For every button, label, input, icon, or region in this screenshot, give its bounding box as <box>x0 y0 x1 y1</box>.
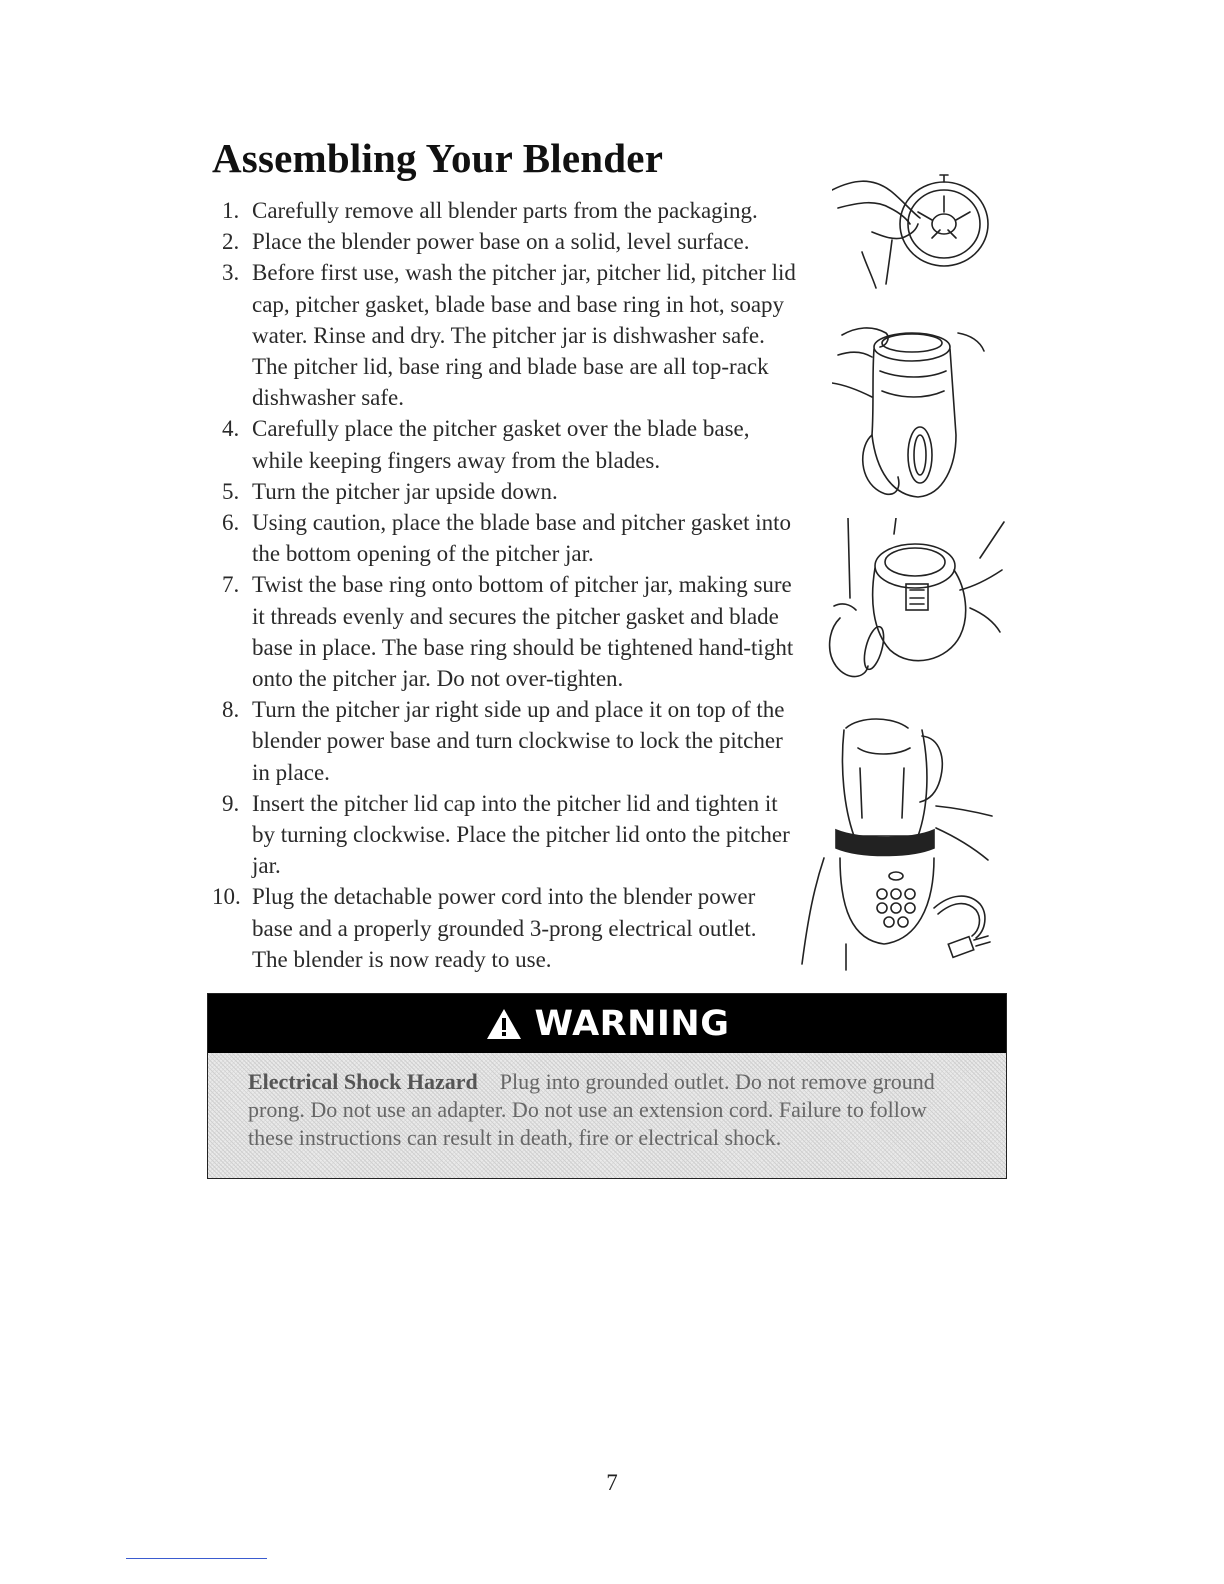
step-item <box>222 788 797 882</box>
warning-heading: WARNING <box>534 1003 730 1044</box>
page-title: Assembling Your Blender <box>212 135 664 181</box>
step-number: 2. <box>222 229 240 255</box>
step-number: 8. <box>222 697 240 723</box>
step-text: Plug the detachable power cord into the blender power base and a properly grounded 3-prong electrical outlet. The blender is now ready to use. <box>252 884 757 972</box>
warning-header <box>208 994 1006 1053</box>
step-number: 5. <box>222 478 240 504</box>
blender-assembled-illustration <box>800 708 995 973</box>
warning-hazard: Electrical Shock Hazard <box>248 1069 478 1094</box>
step-text: Before first use, wash the pitcher jar, pitcher lid, pitcher lid cap, pitcher gasket, blade base and base ring in hot, soapy water. Rinse and dry. The pitcher jar is dishwasher safe. The pitcher lid, base ring and blade base are all top-rack dishwasher safe. <box>252 260 796 411</box>
step-text: Carefully remove all blender parts from the packaging. <box>252 198 758 223</box>
assembly-steps <box>212 195 797 975</box>
step-item <box>212 881 797 975</box>
step-item <box>222 413 797 475</box>
warning-body <box>208 1053 1006 1178</box>
step-text: Turn the pitcher jar upside down. <box>252 478 558 504</box>
step-number: 9. <box>222 790 240 816</box>
step-text: Using caution, place the blade base and pitcher gasket into the bottom opening of the pitcher jar. <box>252 510 792 567</box>
step-number: 3. <box>222 260 240 286</box>
step-item <box>222 476 797 507</box>
step-text: Insert the pitcher lid cap into the pitcher lid and tighten it by turning clockwise. Place the pitcher lid onto the pitcher jar. <box>252 790 790 879</box>
step-number: 1. <box>222 198 240 223</box>
page-number: 7 <box>606 1470 618 1495</box>
step-text: Carefully place the pitcher gasket over the blade base, while keeping fingers away from the blades. <box>252 416 750 473</box>
step-item <box>222 569 797 694</box>
warning-box <box>207 993 1007 1179</box>
step-item <box>222 694 797 788</box>
footer-rule <box>126 1558 267 1559</box>
step-item <box>222 226 797 257</box>
warning-text: Plug into grounded outlet. Do not remove ground prong. Do not use an adapter. Do not use an extension cord. Failure to follow these instructions can result in death, fire or electrical shock. <box>248 1069 935 1150</box>
step-item <box>222 195 797 226</box>
step-number: 6. <box>222 510 240 536</box>
step-text: Turn the pitcher jar right side up and place it on top of the blender power base and turn clockwise to lock the pitcher in place. <box>252 697 785 785</box>
step-text: Place the blender power base on a solid, level surface. <box>252 229 750 255</box>
base-ring-illustration <box>820 518 1005 698</box>
gasket-illustration <box>832 172 1002 297</box>
pitcher-inverted-illustration <box>832 305 1002 505</box>
step-text: Twist the base ring onto bottom of pitcher jar, making sure it threads evenly and secures the pitcher gasket and blade base in place. The base ring should be tightened hand-tight onto the pitcher jar. Do not over-tighten. <box>252 572 794 692</box>
step-item <box>222 257 797 413</box>
step-number: 10. <box>212 884 241 910</box>
step-item <box>222 507 797 569</box>
step-number: 7. <box>222 572 240 598</box>
warning-triangle-icon <box>485 1007 523 1041</box>
step-number: 4. <box>222 416 240 442</box>
